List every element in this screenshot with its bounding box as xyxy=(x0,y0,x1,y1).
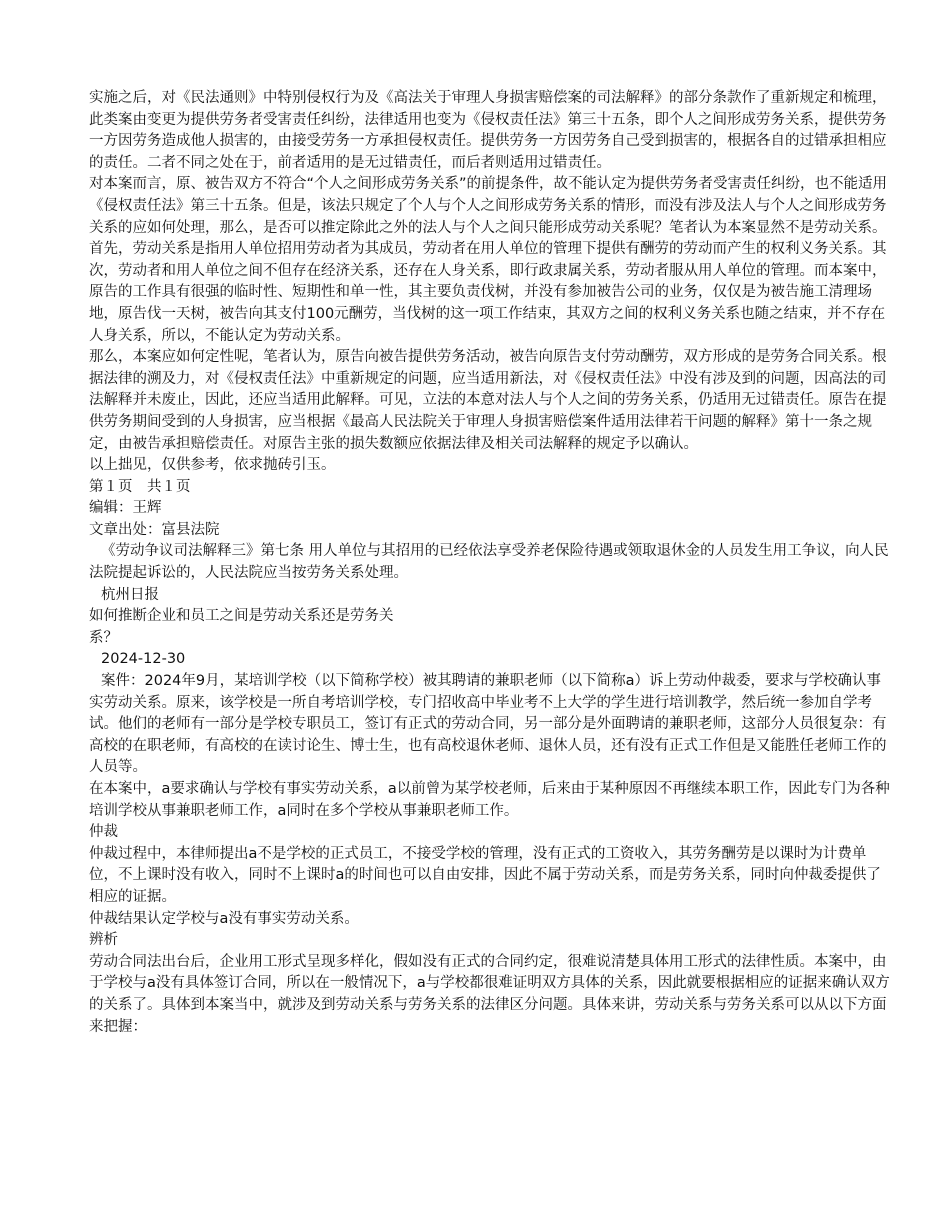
newspaper-name: 杭州日报 xyxy=(101,586,159,603)
article-date: 2024-12-30 xyxy=(101,651,186,668)
source-line: 文章出处：富县法院 xyxy=(89,521,220,538)
paragraph-case-description: 案件：2024年9月，某培训学校（以下简称学校）被其聘请的兼职老师（以下简称a）诉上劳动仲裁委，要求与学校确认事实劳动关系。原来，该学校是一所自考培训学校，专门招收高中毕业考不上大学的学生进行培训教学，然后统一参加自学考试。他们的老师有一部分是学校专职员工，签订有正式的劳动合同，另一部分是外面聘请的兼职老师，这部分人员很复杂：有高校的在职老师，有高校的在读讨论生、博士生，也有高校退休老师、退休人员，还有没有正式工作但是又能胜任老师工作的人员等。 xyxy=(89,673,887,776)
paragraph-case-analysis: 对本案而言，原、被告双方不符合“个人之间形成劳务关系”的前提条件，故不能认定为提供劳务者受害责任纠纷，也不能适用《侵权责任法》第三十五条。但是，该法只规定了个人与个人之间形成劳务关系的情形，而没有涉及法人与个人之间形成劳务关系的应如何处理，那么，是否可以推定除此之外的法人与个人之间只能形成劳动关系呢？笔者认为本案显然不是劳动关系。首先，劳动关系是指用人单位招用劳动者为其成员，劳动者在用人单位的管理下提供有酬劳的劳动而产生的权利义务关系。其次，劳动者和用人单位之间不但存在经济关系，还存在人身关系，即行政隶属关系，劳动者服从用人单位的管理。而本案中，原告的工作具有很强的临时性、短期性和单一性，其主要负责伐树，并没有参加被告公司的业务，仅仅是为被告施工清理场地，原告伐一天树，被告向其支付100元酬劳，当伐树的这一项工作结束，其双方之间的权利义务关系也随之结束，并不存在人身关系，所以，不能认定为劳动关系。 xyxy=(89,176,888,344)
page-number: 第１页 共１页 xyxy=(89,478,191,495)
paragraph-analysis: 劳动合同法出台后，企业用工形式呈现多样化，假如没有正式的合同约定，很难说清楚具体用工形式的法律性质。本案中，由于学校与a没有具体签订合同，所以在一般情况下，a与学校都很难证明双方具体的关系，因此就要根据相应的证据来确认双方的关系了。具体到本案当中，就涉及到劳动关系与劳务关系的法律区分问题。具体来讲，劳动关系与劳务关系可以从以下方面来把握： xyxy=(89,953,890,1035)
paragraph-case-conclusion: 那么，本案应如何定性呢，笔者认为，原告向被告提供劳务活动，被告向原告支付劳动酬劳，双方形成的是劳务合同关系。根据法律的溯及力，对《侵权责任法》中重新规定的问题，应当适用新法，对《侵权责任法》中没有涉及到的问题，因高法的司法解释并未废止，因此，还应当适用此解释。可见，立法的本意对法人与个人之间的劳务关系，仍适用无过错责任。原告在提供劳务期间受到的人身损害，应当根据《最高人民法院关于审理人身损害赔偿案件适用法律若干问题的解释》第十一条之规定，由被告承担赔偿责任。对原告主张的损失数额应依据法律及相关司法解释的规定予以确认。 xyxy=(89,349,887,452)
section-heading-analysis: 辨析 xyxy=(89,932,118,949)
editor-line: 编辑：王辉 xyxy=(89,500,162,517)
paragraph-liability-intro: 实施之后，对《民法通则》中特别侵权行为及《高法关于审理人身损害赔偿案的司法解释》的部分条款作了重新规定和梳理，此类案由变更为提供劳务者受害责任纠纷，法律适用也变为《侵权责任法》第三十五条，即个人之间形成劳务关系，提供劳务一方因劳务造成他人损害的，由接受劳务一方承担侵权责任。提供劳务一方因劳务自己受到损害的，根据各自的过错承担相应的责任。二者不同之处在于，前者适用的是无过错责任，而后者则适用过错责任。 xyxy=(89,90,887,171)
judicial-interpretation-quote: 《劳动争议司法解释三》第七条 用人单位与其招用的已经依法享受养老保险待遇或领取退休金的人员发生用工争议，向人民法院提起诉讼的，人民法院应当按劳务关系处理。 xyxy=(89,543,889,582)
paragraph-arbitration-result: 仲裁结果认定学校与a没有事实劳动关系。 xyxy=(89,910,359,927)
paragraph-arbitration-process: 仲裁过程中，本律师提出a不是学校的正式员工，不接受学校的管理，没有正式的工资收入，其劳务酬劳是以课时为计费单位，不上课时没有收入，同时不上课时a的时间也可以自由安排，因此不属于劳动关系，而是劳务关系，同时向仲裁委提供了相应的证据。 xyxy=(89,845,881,905)
article-title: 如何推断企业和员工之间是劳动关系还是劳务关 系？ xyxy=(89,608,394,646)
paragraph-case-detail: 在本案中，a要求确认与学校有事实劳动关系，a以前曾为某学校老师，后来由于某种原因不再继续本职工作，因此专门为各种培训学校从事兼职老师工作，a同时在多个学校从事兼职老师工作。 xyxy=(89,781,890,819)
paragraph-closing-remark: 以上拙见，仅供参考，依求抛砖引玉。 xyxy=(89,457,336,474)
section-heading-arbitration: 仲裁 xyxy=(89,824,118,841)
